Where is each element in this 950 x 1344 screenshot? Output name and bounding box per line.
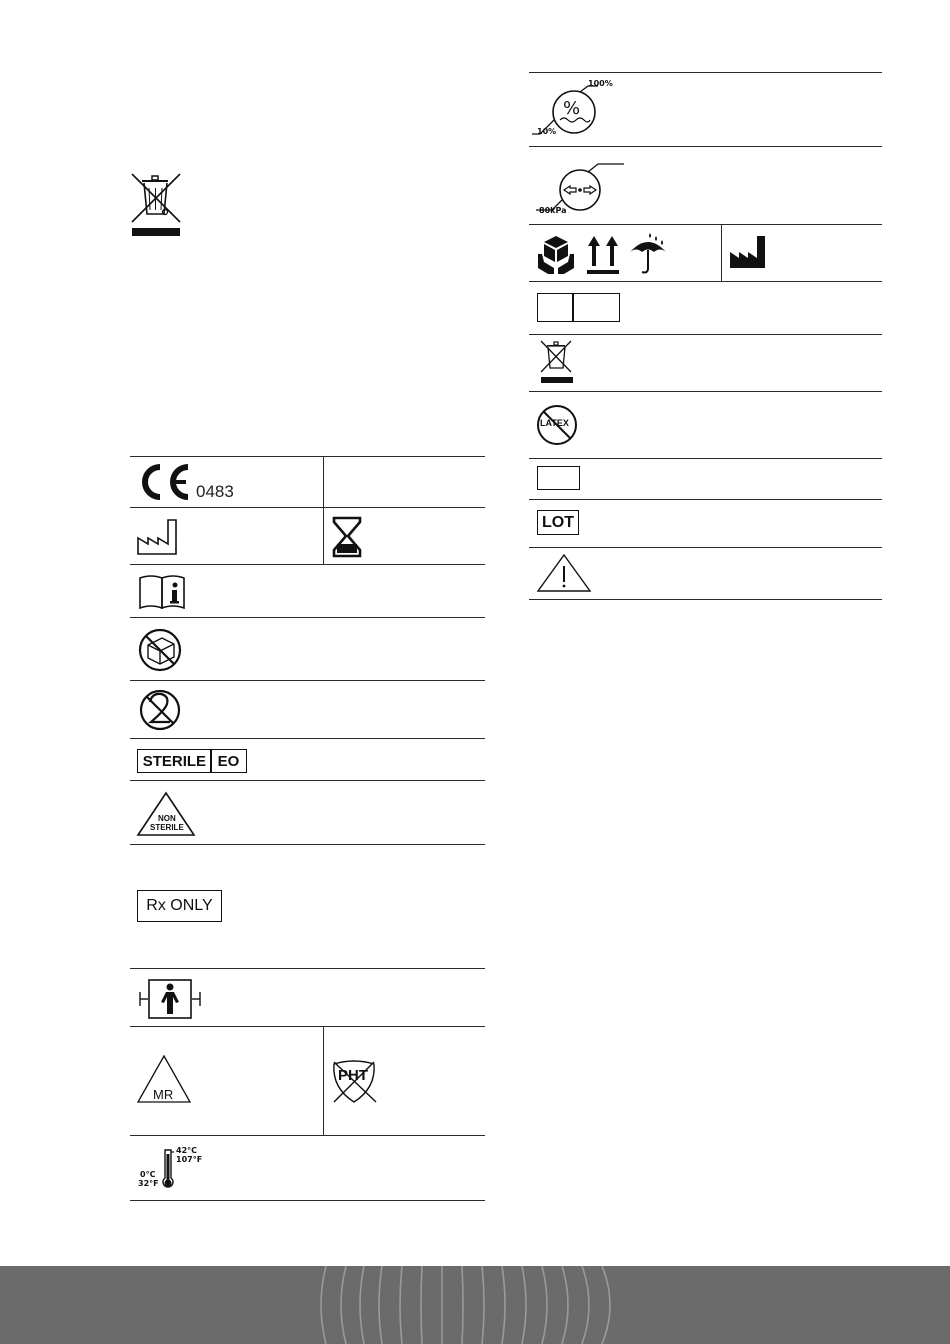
do-not-reuse-icon — [136, 688, 184, 732]
non-sterile-line1: NON — [158, 814, 176, 823]
consult-instructions-icon — [138, 572, 188, 610]
temp-low-f: 32°F — [138, 1179, 159, 1188]
mr-label: MR — [153, 1087, 174, 1102]
reference-box-divider — [572, 294, 574, 321]
temp-high-f: 107°F — [176, 1155, 203, 1164]
use-by-hourglass-icon — [332, 516, 362, 558]
this-way-up-icon — [586, 234, 620, 276]
sterile-eo-label — [137, 749, 247, 773]
temperature-limit-icon — [160, 1148, 176, 1190]
do-not-use-if-damaged-icon — [136, 627, 184, 673]
temp-low-c: 0°C — [140, 1170, 156, 1179]
caution-icon — [536, 553, 592, 593]
ce-mark-icon — [136, 464, 192, 500]
footer-decorative-arcs — [310, 1266, 670, 1344]
keep-dry-icon — [626, 232, 670, 276]
non-sterile-line2: STERILE — [150, 823, 184, 832]
temp-high-c: 42°C — [176, 1146, 198, 1155]
pressure-low: 80kPa — [539, 206, 567, 215]
pht-label: PHT — [338, 1067, 368, 1084]
manufacturer-icon — [136, 516, 180, 556]
weee-bin-icon — [128, 170, 184, 240]
fragile-handle-with-care-icon — [536, 234, 576, 276]
weee-bin-small-icon — [537, 338, 577, 386]
lot-label: LOT — [537, 510, 579, 535]
footer-band — [0, 1266, 950, 1344]
latex-label: LATEX — [540, 418, 569, 428]
humidity-high: 100% — [588, 79, 613, 88]
type-bf-applied-part-icon — [138, 978, 202, 1020]
empty-label-box — [537, 466, 580, 490]
humidity-symbol: % — [563, 98, 581, 119]
humidity-low: 10% — [537, 127, 557, 136]
rx-only-label: Rx ONLY — [137, 890, 222, 922]
sterile-text: STERILE — [142, 752, 207, 770]
manufacturer-filled-icon — [728, 234, 768, 270]
reference-box — [537, 293, 620, 322]
ce-notified-body-number: 0483 — [196, 482, 234, 501]
eo-text: EO — [217, 752, 240, 770]
